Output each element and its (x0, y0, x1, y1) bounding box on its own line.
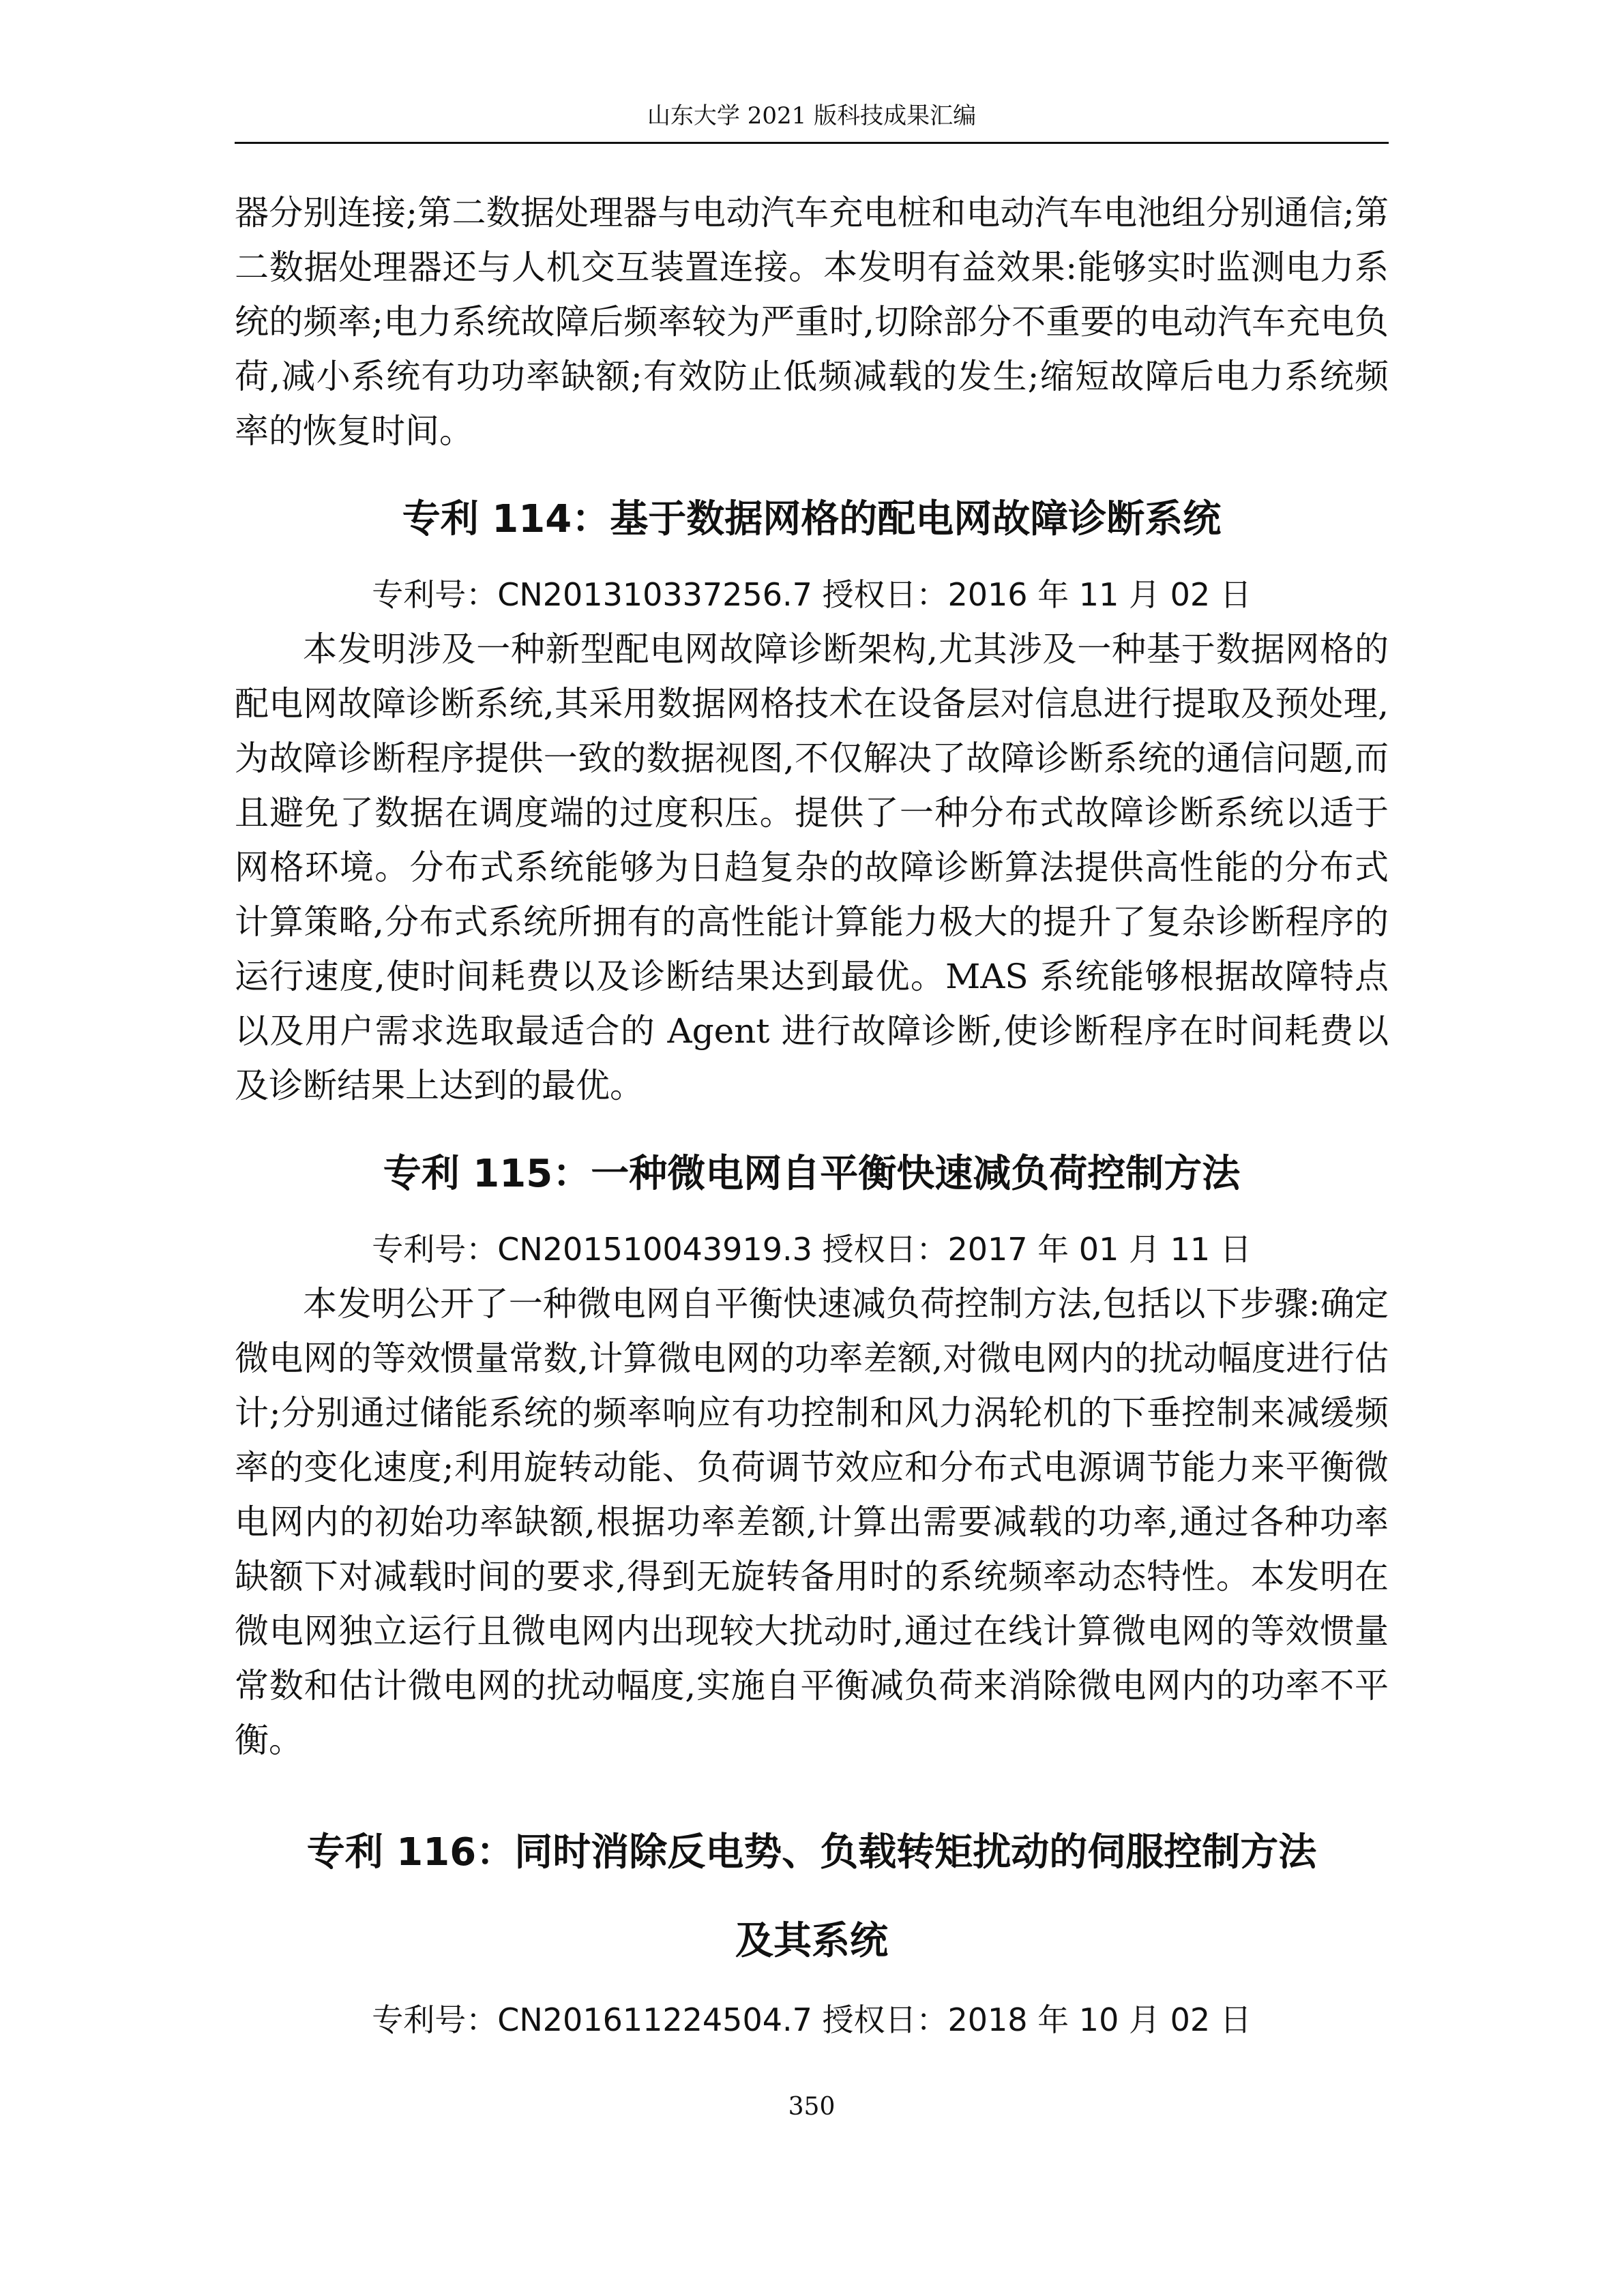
patent-116-title-line2: 及其系统 (735, 1919, 888, 1963)
running-header: 山东大学 2021 版科技成果汇编 (647, 102, 977, 130)
patent-114-section (235, 492, 1389, 1113)
patent-114-abstract: 本发明涉及一种新型配电网故障诊断架构,尤其涉及一种基于数据网格的配电网故障诊断系统,其采用数据网格技术在设备层对信息进行提取及预处理,为故障诊断程序提供一致的数据视图,不仅解决了故障诊断系统的通信问题,而且避免了数据在调度端的过度积压。提供了一种分布式故障诊断系统以适于网格环境。分布式系统能够为日趋复杂的故障诊断算法提供高性能的分布式计算策略,分布式系统所拥有的高性能计算能力极大的提升了复杂诊断程序的运行速度,使时间耗费以及诊断结果达到最优。MAS 系统能够根据故障特点以及用户需求选取最适合的 Agent 进行故障诊断,使诊断程序在时间耗费以及诊断结果上达到的最优。 (235, 629, 1389, 1105)
patent-115-section (235, 1147, 1389, 1768)
patent-115-title: 专利 115：一种微电网自平衡快速减负荷控制方法 (383, 1152, 1241, 1196)
patent-115-info: 专利号：CN201510043919.3 授权日：2017 年 01 月 11 日 (372, 1231, 1252, 1268)
page-number: 350 (788, 2093, 836, 2121)
patent-114-title: 专利 114：基于数据网格的配电网故障诊断系统 (402, 497, 1222, 541)
page-content (235, 185, 1389, 2047)
intro-continuation-paragraph: 器分别连接;第二数据处理器与电动汽车充电桩和电动汽车电池组分别通信;第二数据处理器还与人机交互装置连接。本发明有益效果:能够实时监测电力系统的频率;电力系统故障后频率较为严重时,切除部分不重要的电动汽车充电负荷,减小系统有功功率缺额;有效防止低频减载的发生;缩短故障后电力系统频率的恢复时间。 (235, 193, 1389, 451)
patent-116-info: 专利号：CN201611224504.7 授权日：2018 年 10 月 02 日 (372, 2001, 1252, 2038)
patent-116-title (235, 1808, 1389, 1986)
patent-116-title-line1: 专利 116：同时消除反电势、负载转矩扰动的伺服控制方法 (306, 1830, 1317, 1875)
patent-115-abstract: 本发明公开了一种微电网自平衡快速减负荷控制方法,包括以下步骤:确定微电网的等效惯量常数,计算微电网的功率差额,对微电网内的扰动幅度进行估计;分别通过储能系统的频率响应有功控制和风力涡轮机的下垂控制来减缓频率的变化速度;利用旋转动能、负荷调节效应和分布式电源调节能力来平衡微电网内的初始功率缺额,根据功率差额,计算出需要减载的功率,通过各种功率缺额下对减载时间的要求,得到无旋转备用时的系统频率动态特性。本发明在微电网独立运行且微电网内出现较大扰动时,通过在线计算微电网的等效惯量常数和估计微电网的扰动幅度,实施自平衡减负荷来消除微电网内的功率不平衡。 (235, 1284, 1389, 1760)
patent-116-section (235, 1808, 1389, 2047)
header-rule (235, 142, 1389, 144)
patent-114-info: 专利号：CN201310337256.7 授权日：2016 年 11 月 02 日 (372, 576, 1252, 613)
